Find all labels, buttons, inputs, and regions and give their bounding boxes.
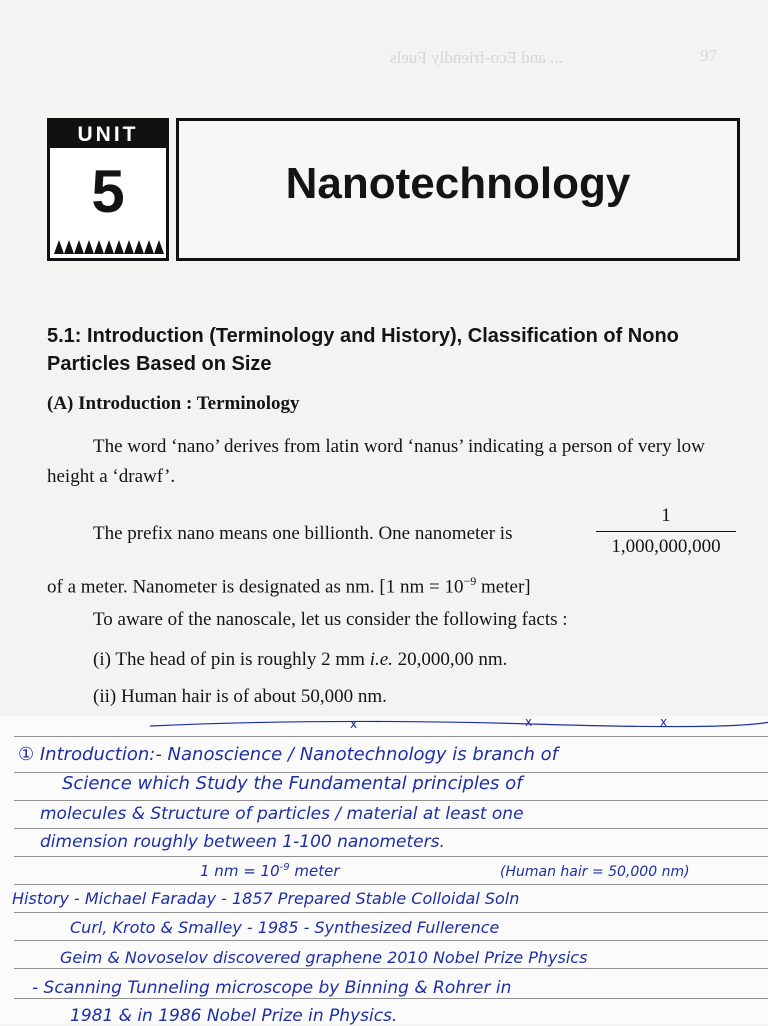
handwritten-notes [0,716,768,1024]
note-line-3: molecules & Structure of particles / material at least one [40,804,524,824]
pen-scribble-line [150,716,768,730]
chapter-title-box [176,118,740,261]
meter-text-a: of a meter. Nanometer is designated as nm. [1 nm = 10 [47,576,464,598]
chapter-title: Nanotechnology [285,159,631,208]
triangle-border-decoration [54,240,164,254]
facts-intro: To aware of the nanoscale, let us consider the following facts : [93,609,568,630]
unit-badge [47,118,169,261]
rule-line [14,828,768,829]
note-line-7: Curl, Kroto & Smalley - 1985 - Synthesized Fullerence [70,918,500,937]
svg-text:x: x [350,717,358,730]
note-line-4: dimension roughly between 1-100 nanometers. [40,832,445,852]
note-line-9: - Scanning Tunneling microscope by Binning & Rohrer in [32,978,512,998]
note-nm-exp: -9 [279,862,290,873]
note-nm-b: meter [289,862,340,880]
bleed-page-number: 97 [700,46,717,65]
note-line-10: 1981 & in 1986 Nobel Prize in Physics. [70,1006,398,1026]
note-line-6: History - Michael Faraday - 1857 Prepared Stable Colloidal Soln [12,889,520,908]
rule-line [14,884,768,885]
note-human-hair: (Human hair = 50,000 nm) [500,864,690,880]
rule-line [14,998,768,999]
fraction-denominator: 1,000,000,000 [611,536,721,557]
rule-line [14,968,768,969]
meter-exponent: −9 [463,574,477,588]
subsection-heading: (A) Introduction : Terminology [47,393,300,414]
note-line-2: Science which Study the Fundamental principles of [62,773,523,794]
fraction-one-billionth [596,504,736,559]
note-line-5 [200,862,340,880]
meter-text-b: meter] [476,576,531,598]
fact-pin-head [93,645,507,675]
unit-label: UNIT [50,121,166,148]
fact1-ie: i.e. [369,649,393,670]
svg-text:x: x [525,716,533,729]
svg-text:x: x [660,716,668,729]
bleed-header: ... and Eco-friendly Fuels [390,48,563,67]
rule-line [14,912,768,913]
rule-line [14,856,768,857]
rule-line [14,800,768,801]
paragraph-nano-origin: The word ‘nano’ derives from latin word ‘nanus’ indicating a person of very low height a ‘drawf’. [47,436,705,487]
rule-line [14,940,768,941]
section-heading: 5.1: Introduction (Terminology and History), Classification of Nono Particles Based on Size [47,325,679,375]
prefix-sentence: The prefix nano means one billionth. One nanometer is [93,523,513,544]
note-line-1: ① Introduction:- Nanoscience / Nanotechnology is branch of [18,744,559,765]
meter-definition [47,566,531,602]
unit-number: 5 [91,158,125,225]
note-line-8: Geim & Novoselov discovered graphene 2010 Nobel Prize Physics [60,948,588,967]
rule-line [14,736,768,737]
fact1-text-a: (i) The head of pin is roughly 2 mm [93,649,370,670]
fact1-text-b: 20,000,00 nm. [392,649,508,670]
note-nm-a: 1 nm = 10 [200,862,280,880]
fraction-numerator: 1 [661,505,671,526]
fraction-bar [596,531,736,532]
fact-human-hair: (ii) Human hair is of about 50,000 nm. [93,686,387,707]
